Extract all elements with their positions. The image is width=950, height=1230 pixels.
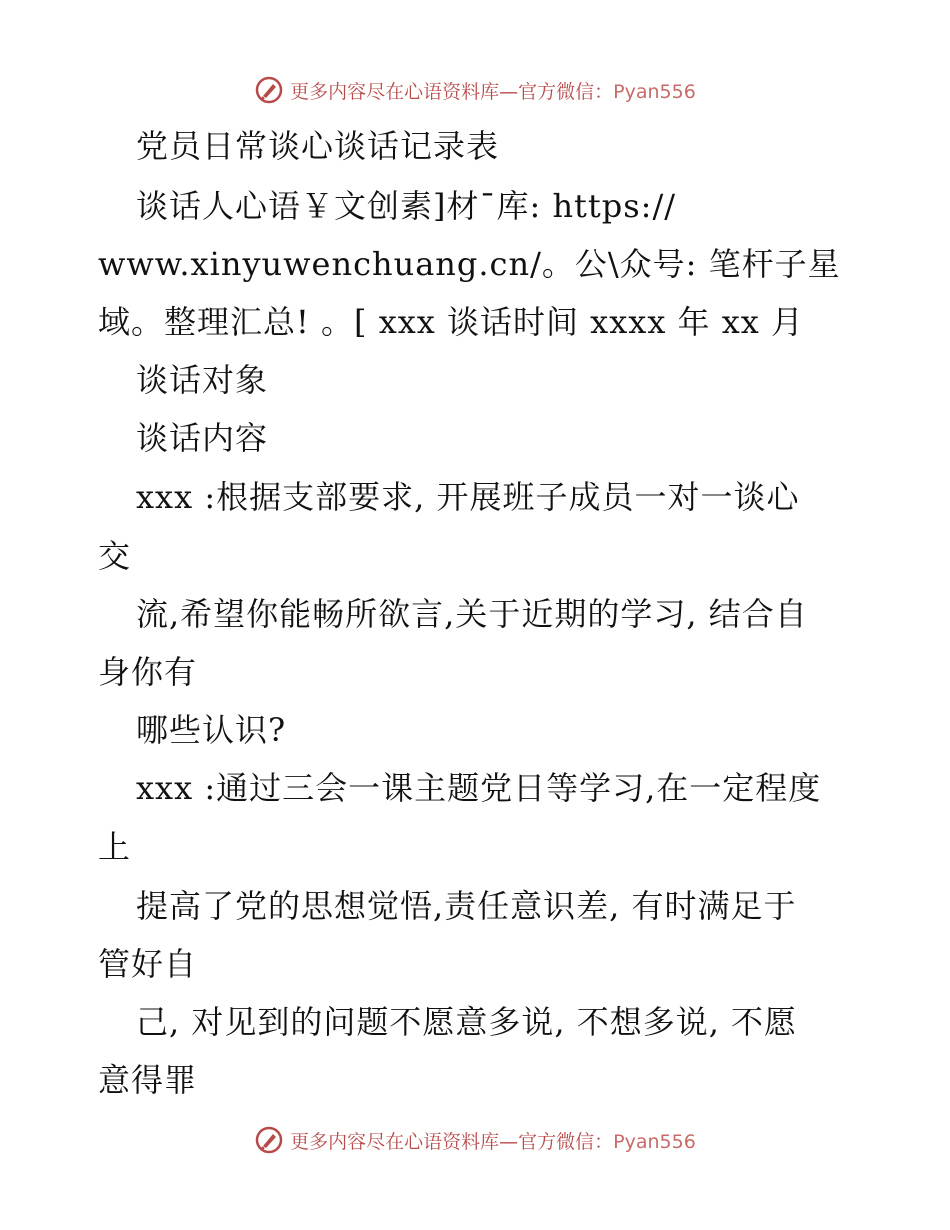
- text-line: 谈话人心语￥文创素]材¯库: https://: [136, 187, 677, 225]
- text-line: www.xinyuwenchuang.cn/。公\众号: 笔杆子星: [98, 245, 841, 283]
- text-line: 管好自: [98, 945, 198, 983]
- text-line: 意得罪: [98, 1061, 198, 1099]
- pen-logo-icon: [254, 75, 284, 105]
- text-line: 己, 对见到的问题不愿意多说, 不想多说, 不愿: [136, 1003, 798, 1041]
- footer-watermark: [0, 1122, 950, 1158]
- text-line: 哪些认识?: [136, 711, 287, 749]
- text-line: xxx :根据支部要求, 开展班子成员一对一谈心: [136, 478, 800, 516]
- watermark-wechat-id: Pyan556: [613, 80, 696, 103]
- pen-logo-icon: [254, 1125, 284, 1155]
- text-line: 域。整理汇总! 。[ xxx 谈话时间 xxxx 年 xx 月: [98, 303, 804, 341]
- watermark-text: 更多内容尽在心语资料库—官方微信：Pyan556: [290, 1130, 696, 1153]
- text-line: 提高了党的思想觉悟,责任意识差, 有时满足于: [136, 887, 797, 925]
- text-line: xxx :通过三会一课主题党日等学习,在一定程度: [136, 769, 822, 807]
- text-line: 流,希望你能畅所欲言,关于近期的学习, 结合自: [136, 595, 808, 633]
- watermark-text: 更多内容尽在心语资料库—官方微信：Pyan556: [290, 80, 696, 103]
- text-line: 身你有: [98, 653, 198, 691]
- document-title: 党员日常谈心谈话记录表: [136, 127, 500, 165]
- text-line: 上: [98, 828, 132, 866]
- watermark-wechat-id: Pyan556: [613, 1130, 696, 1153]
- text-line: 谈话内容: [136, 419, 269, 457]
- text-line: 谈话对象: [136, 361, 269, 399]
- header-watermark: [0, 72, 950, 108]
- text-line: 交: [98, 537, 132, 575]
